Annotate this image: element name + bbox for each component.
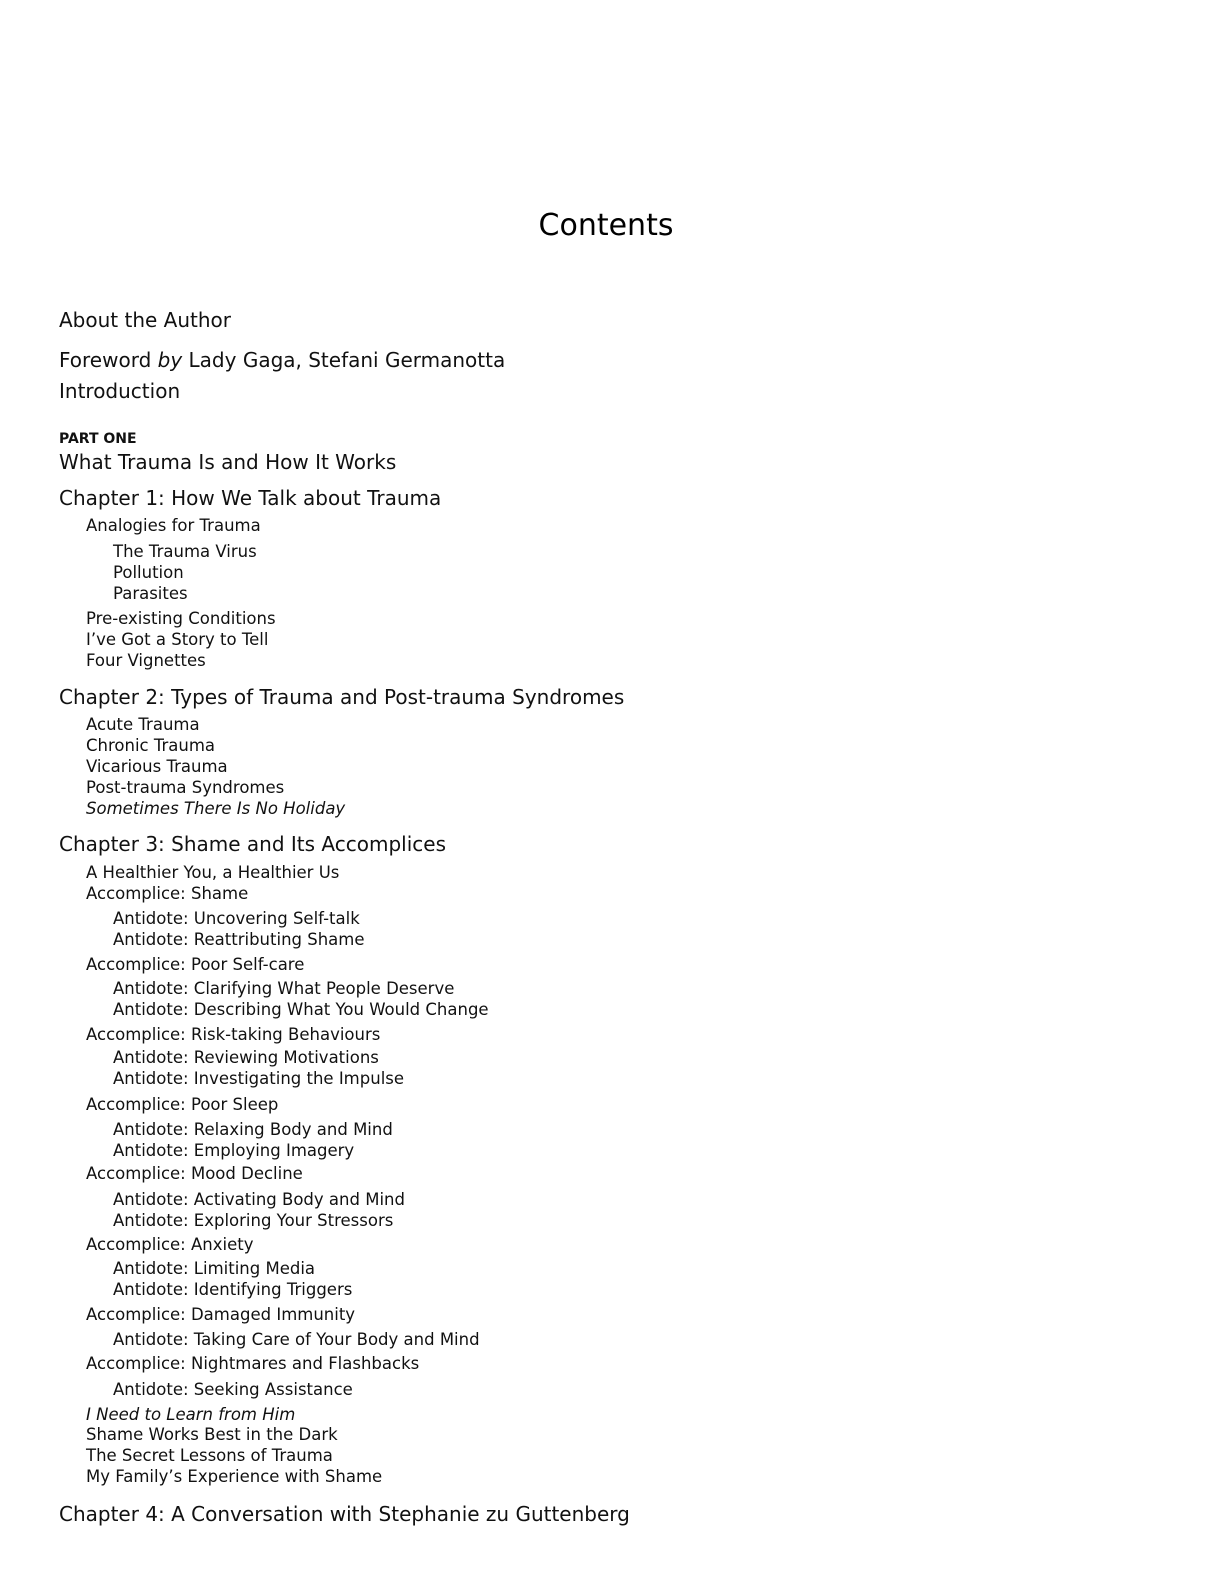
toc-heading: Chapter 3: Shame and Its Accomplices <box>59 832 446 856</box>
toc-entry: Vicarious Trauma <box>86 757 228 776</box>
toc-entry: Sometimes There Is No Holiday <box>86 799 346 818</box>
toc-entry: Accomplice: Risk-taking Behaviours <box>86 1025 381 1044</box>
toc-entry: Pre-existing Conditions <box>86 609 276 628</box>
toc-entry: Antidote: Clarifying What People Deserve <box>113 979 455 998</box>
toc-entry: Antidote: Investigating the Impulse <box>113 1069 405 1088</box>
toc-entry: Antidote: Describing What You Would Change <box>113 1000 489 1019</box>
toc-text: Foreword <box>59 348 158 372</box>
toc-entry: Antidote: Uncovering Self-talk <box>113 909 360 928</box>
toc-entry: Antidote: Limiting Media <box>113 1259 316 1278</box>
toc-entry: Post-trauma Syndromes <box>86 778 285 797</box>
toc-entry: Acute Trauma <box>86 715 200 734</box>
part-heading: PART ONE <box>59 431 137 447</box>
toc-entry: The Trauma Virus <box>113 542 257 561</box>
toc-entry: Accomplice: Mood Decline <box>86 1164 303 1183</box>
toc-entry: Antidote: Reviewing Motivations <box>113 1048 379 1067</box>
toc-text: Lady Gaga, Stefani Germanotta <box>182 348 506 372</box>
toc-entry: Pollution <box>113 563 184 582</box>
toc-entry: I’ve Got a Story to Tell <box>86 630 269 649</box>
toc-entry: Antidote: Seeking Assistance <box>113 1380 353 1399</box>
toc-text-italic: by <box>157 348 183 372</box>
toc-entry: Analogies for Trauma <box>86 516 261 535</box>
toc-entry: Antidote: Activating Body and Mind <box>113 1190 405 1209</box>
toc-heading: Introduction <box>59 379 181 403</box>
toc-heading: About the Author <box>59 308 232 332</box>
toc-entry: My Family’s Experience with Shame <box>86 1467 383 1486</box>
toc-entry: Accomplice: Shame <box>86 884 249 903</box>
toc-entry: Shame Works Best in the Dark <box>86 1425 338 1444</box>
toc-entry: Antidote: Taking Care of Your Body and Mind <box>113 1330 480 1349</box>
toc-entry: Four Vignettes <box>86 651 206 670</box>
toc-entry: Accomplice: Anxiety <box>86 1235 254 1254</box>
toc-entry: A Healthier You, a Healthier Us <box>86 863 340 882</box>
toc-entry: Accomplice: Poor Self-care <box>86 955 305 974</box>
toc-entry: Antidote: Employing Imagery <box>113 1141 355 1160</box>
toc-heading <box>59 347 505 373</box>
toc-entry: Antidote: Exploring Your Stressors <box>113 1211 394 1230</box>
toc-heading: Chapter 4: A Conversation with Stephanie zu Guttenberg <box>59 1502 630 1526</box>
toc-entry: Accomplice: Damaged Immunity <box>86 1305 356 1324</box>
toc-entry: Antidote: Reattributing Shame <box>113 930 365 949</box>
toc-entry: Accomplice: Poor Sleep <box>86 1095 279 1114</box>
toc-heading: What Trauma Is and How It Works <box>59 450 397 474</box>
toc-entry: I Need to Learn from Him <box>86 1405 296 1424</box>
toc-entry: Parasites <box>113 584 188 603</box>
toc-entry: Accomplice: Nightmares and Flashbacks <box>86 1354 420 1373</box>
toc-entry: Antidote: Relaxing Body and Mind <box>113 1120 393 1139</box>
toc-entry: Chronic Trauma <box>86 736 216 755</box>
toc-heading: Chapter 2: Types of Trauma and Post-trauma Syndromes <box>59 685 625 709</box>
toc-entry: The Secret Lessons of Trauma <box>86 1446 333 1465</box>
page-title: Contents <box>538 208 674 243</box>
toc-entry: Antidote: Identifying Triggers <box>113 1280 353 1299</box>
toc-heading: Chapter 1: How We Talk about Trauma <box>59 486 442 510</box>
